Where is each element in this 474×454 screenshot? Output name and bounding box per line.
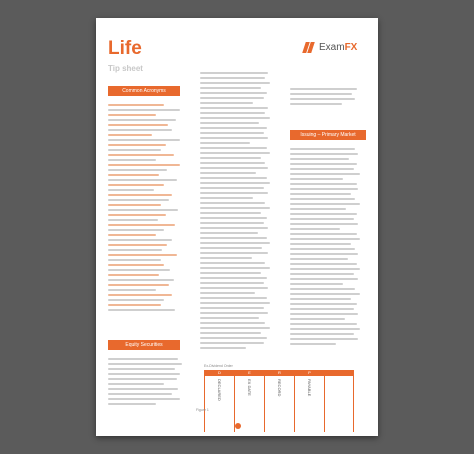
table-column: R RECORD <box>264 370 294 432</box>
section-issuing-primary-market: Issuing – Primary Market <box>290 130 366 140</box>
table-column: P PAYABLE <box>294 370 324 432</box>
dividend-table-caption: Ex-Dividend Order <box>204 364 233 368</box>
equity-paragraph <box>108 358 188 408</box>
page-subtitle: Tip sheet <box>108 64 143 73</box>
examfx-logo-icon <box>304 42 317 53</box>
right-column-text <box>290 148 366 348</box>
acronyms-list <box>108 104 188 314</box>
page-number-badge <box>235 423 241 429</box>
right-column-intro <box>290 88 364 108</box>
figure-label: Figure 1 <box>196 408 209 412</box>
table-column: E EX DATE <box>234 370 264 432</box>
tip-sheet-page <box>96 18 378 436</box>
middle-column-text <box>200 72 276 352</box>
table-column: D DECLARED <box>204 370 234 432</box>
examfx-logo: ExamFX <box>304 42 357 53</box>
page-title: Life <box>108 38 142 59</box>
section-equity-securities: Equity Securities <box>108 340 180 350</box>
section-common-acronyms: Common Acronyms <box>108 86 180 96</box>
ex-dividend-order-table <box>204 370 354 432</box>
table-column <box>324 370 354 432</box>
